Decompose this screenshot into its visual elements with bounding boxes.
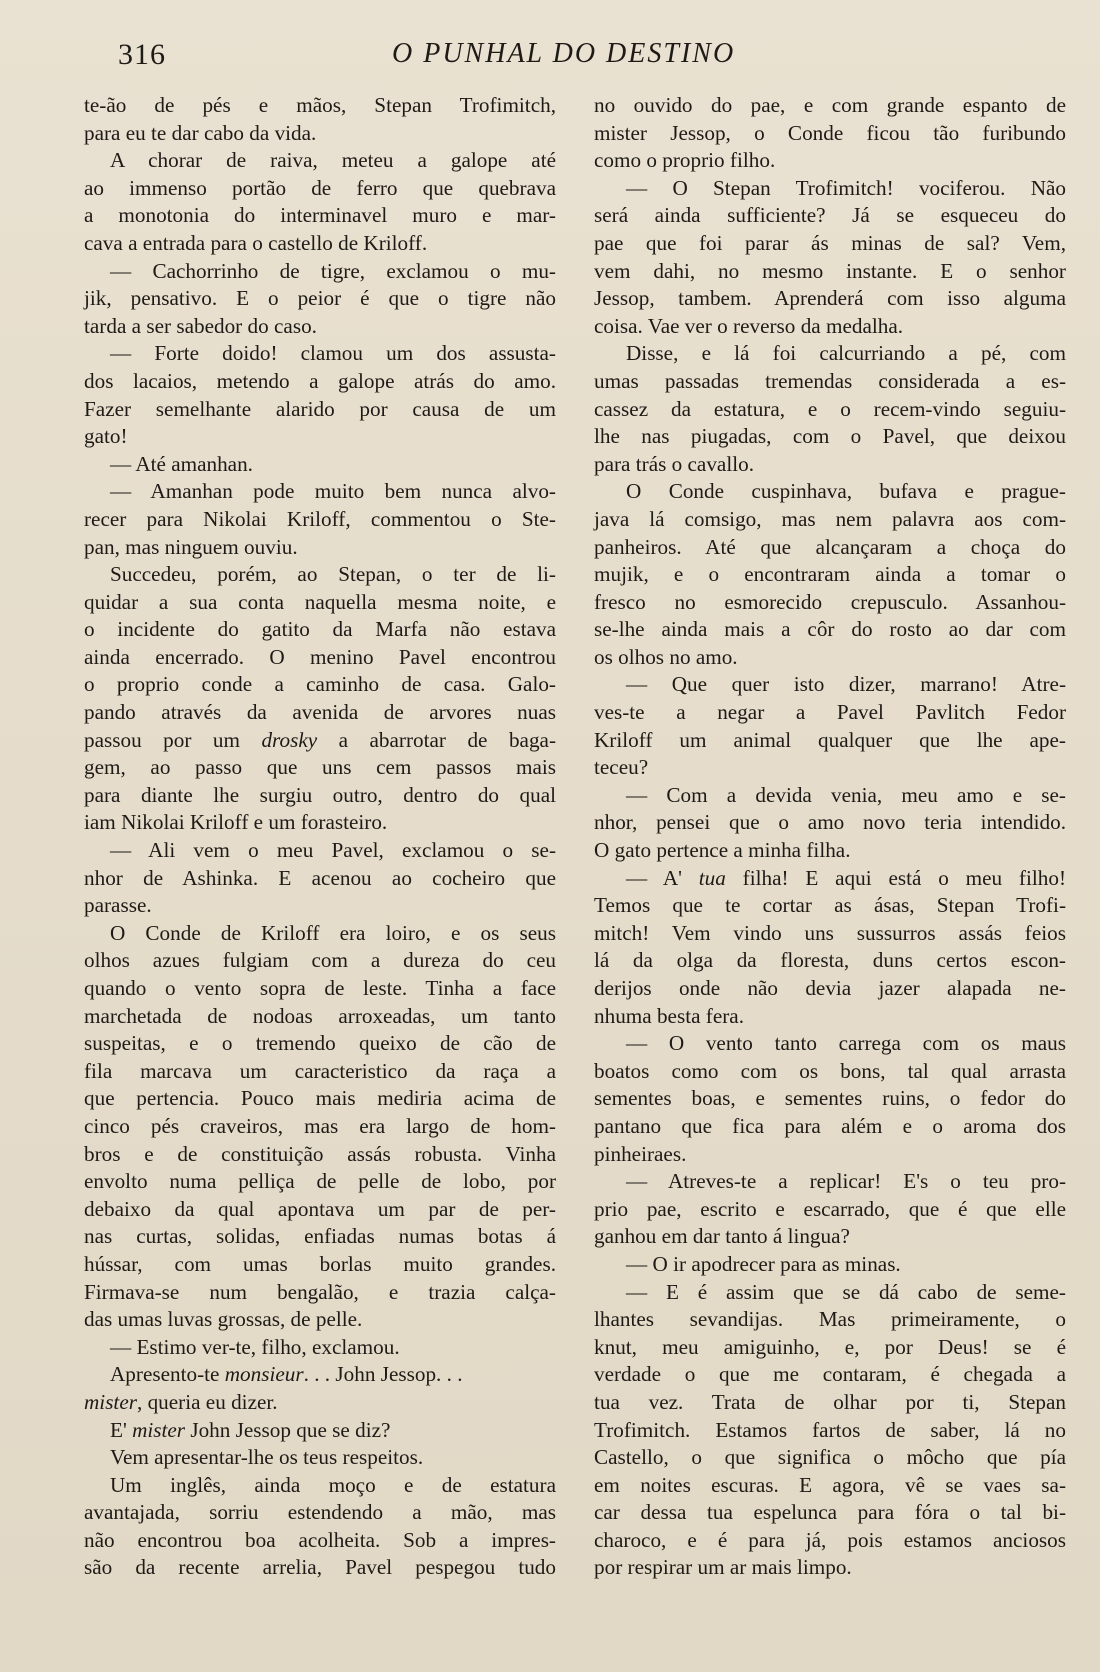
text-line: nhor, pensei que o amo novo teria intendido. [594,810,1066,835]
text-line: Kriloff um animal qualquer que lhe ape- [594,727,1066,752]
text-line: recer para Nikolai Kriloff, commentou o Ste- [84,506,556,531]
text-line: cava a entrada para o castello de Kriloff. [84,230,428,255]
text-line: jik, pensativo. E o peior é que o tigre não [84,286,556,311]
text-line: teceu? [594,755,649,780]
text-line: car dessa tua espelunca para fóra o tal bi- [594,1500,1066,1525]
text-line: quando o vento sopra de leste. Tinha a face [84,976,556,1000]
text-line: parasse. [84,893,152,918]
text-line: — Até amanhan. [110,451,253,476]
text-line: o incidente do gatito da Marfa não estava [84,617,556,642]
text-line: envolto numa pelliça de pelle de lobo, por [84,1169,556,1194]
text-line: tarda a ser sabedor do caso. [84,313,317,338]
text-line: se-lhe ainda mais a côr do rosto ao dar com [594,617,1066,642]
text-line: mujik, e o encontraram ainda a tomar o [594,562,1066,587]
running-title: O PUNHAL DO DESTINO [392,38,736,69]
text-line: knut, meu amiguinho, e, por Deus! se é [594,1334,1066,1359]
page-header [118,30,780,86]
text-line: Temos que te cortar as ásas, Stepan Trofi- [594,893,1066,918]
text-line: cassez da estatura, e o recem-vindo seguiu- [594,396,1066,421]
text-line: — Ali vem o meu Pavel, exclamou o se- [110,838,556,863]
text-line: pantano que fica para além e o aroma dos [594,1113,1066,1138]
text-line: das umas luvas grossas, de pelle. [84,1307,363,1332]
text-line: umas passadas tremendas considerada a es- [594,368,1066,393]
text-line: Trofimitch. Estamos fartos de saber, lá no [594,1417,1066,1442]
text-line: te-ão de pés e mãos, Stepan Trofimitch, [84,93,556,117]
text-line: por respirar um ar mais limpo. [594,1555,852,1580]
text-line: fila marcava um caracteristico da raça a [84,1058,556,1083]
text-line: para diante lhe surgiu outro, dentro do qual [84,782,556,807]
text-line: Firmava-se num bengalão, e trazia calça- [84,1279,556,1304]
text-line: mitch! Vem vindo uns sussurros assás feios [594,920,1066,945]
text-line: pinheiraes. [594,1141,687,1166]
text-line: — Cachorrinho de tigre, exclamou o mu- [110,258,556,283]
text-line: coisa. Vae ver o reverso da medalha. [594,313,904,338]
text-line: gato! [84,424,128,449]
text-line: — Com a devida venia, meu amo e se- [626,782,1066,807]
text-line: boatos como com os bons, tal qual arrasta [594,1058,1066,1083]
text-line: Succedeu, porém, ao Stepan, o ter de li- [110,562,556,587]
text-line: charoco, e é para já, pois estamos anciosos [594,1527,1066,1552]
text-line: a monotonia do interminavel muro e mar- [84,203,556,228]
text-line: ganhou em dar tanto á lingua? [594,1224,850,1249]
text-line: lá da olga da floresta, duns certos escon- [594,948,1066,973]
text-line: Um inglês, ainda moço e de estatura [110,1472,556,1497]
text-line: panheiros. Até que alcançaram a choça do [594,534,1066,559]
text-line: derijos onde não devia jazer alapada ne- [594,976,1066,1000]
text-line: não encontrou boa acolheita. Sob a impres- [84,1527,556,1552]
text-line: — O Stepan Trofimitch! vociferou. Não [626,175,1066,200]
text-line: tua vez. Trata de olhar por ti, Stepan [594,1389,1066,1414]
right-text-column [594,92,1066,1582]
text-line: no ouvido do pae, e com grande espanto de [594,93,1066,117]
text-line: em noites escuras. E agora, vê se vaes sa- [594,1472,1066,1497]
text-line: — Estimo ver-te, filho, exclamou. [110,1334,400,1359]
text-line: Fazer semelhante alarido por causa de um [84,396,556,421]
text-line: suspeitas, e o tremendo queixo de cão de [84,1031,556,1056]
text-line: os olhos no amo. [594,644,738,669]
text-line: vem dahi, no mesmo instante. E o senhor [594,258,1066,283]
text-line: ainda encerrado. O menino Pavel encontrou [84,644,556,669]
text-line: sementes boas, e sementes ruins, o fedor do [594,1086,1066,1111]
page-number: 316 [118,38,166,71]
text-line: nhor de Ashinka. E acenou ao cocheiro que [84,865,556,890]
text-line: hússar, com umas borlas muito grandes. [84,1251,556,1276]
text-line: bros e de constituição assás robusta. Vinha [84,1141,556,1166]
text-line: mister Jessop, o Conde ficou tão furibundo [594,120,1066,145]
text-line: mister, queria eu dizer. [84,1389,278,1414]
text-line: passou por um drosky a abarrotar de baga- [84,727,556,752]
text-line: cinco pés craveiros, mas era largo de hom- [84,1113,556,1138]
text-line: pando através da avenida de arvores nuas [84,700,556,725]
text-line: são da recente arrelia, Pavel pespegou tudo [84,1555,556,1580]
text-line: para eu te dar cabo da vida. [84,120,317,145]
text-line: o proprio conde a caminho de casa. Galo- [84,672,556,697]
text-line: iam Nikolai Kriloff e um forasteiro. [84,810,388,835]
text-line: lhantes sevandijas. Mas primeiramente, o [594,1307,1066,1332]
text-line: dos lacaios, metendo a galope atrás do amo. [84,368,556,393]
text-line: — Atreves-te a replicar! E's o teu pro- [626,1169,1066,1194]
text-line: ves-te a negar a Pavel Pavlitch Fedor [594,700,1066,725]
text-line: Vem apresentar-lhe os teus respeitos. [110,1445,424,1470]
text-line: — Amanhan pode muito bem nunca alvo- [110,479,556,504]
text-line: marchetada de nodoas arroxeadas, um tanto [84,1003,556,1028]
text-line: Jessop, tambem. Aprenderá com isso alguma [594,286,1066,311]
text-line: Disse, e lá foi calcurriando a pé, com [626,341,1066,366]
text-line: O Conde cuspinhava, bufava e prague- [626,479,1066,504]
text-line: nas curtas, solidas, enfiadas numas botas á [84,1224,556,1249]
text-line: Apresento-te monsieur. . . John Jessop. . . [110,1362,463,1387]
text-line: quidar a sua conta naquella mesma noite, e [84,589,556,614]
text-line: A chorar de raiva, meteu a galope até [110,148,556,173]
text-line: para trás o cavallo. [594,451,755,476]
text-line: E' mister John Jessop que se diz? [110,1417,391,1442]
text-line: lhe nas piugadas, com o Pavel, que deixou [594,424,1066,449]
text-line: prio pae, escrito e escarrado, que é que elle [594,1196,1066,1221]
text-line: avantajada, sorriu estendendo a mão, mas [84,1500,556,1525]
text-line: O Conde de Kriloff era loiro, e os seus [110,920,556,945]
text-line: olhos azues fulgiam com a dureza do ceu [84,948,556,973]
text-line: que pertencia. Pouco mais mediria acima de [84,1086,556,1111]
text-line: — O vento tanto carrega com os maus [626,1031,1066,1056]
text-line: — Forte doido! clamou um dos assusta- [110,341,556,366]
text-line: — E é assim que se dá cabo de seme- [626,1279,1066,1304]
text-line: debaixo da qual apontava um par de per- [84,1196,556,1221]
text-line: — O ir apodrecer para as minas. [626,1251,901,1276]
text-line: — Que quer isto dizer, marrano! Atre- [626,672,1066,697]
text-line: como o proprio filho. [594,148,776,173]
text-line: Castello, o que significa o môcho que pía [594,1445,1066,1470]
text-line: verdade o que me contaram, é chegada a [594,1362,1066,1387]
text-line: O gato pertence a minha filha. [594,838,851,863]
text-line: ao immenso portão de ferro que quebrava [84,175,556,200]
text-line: — A' tua filha! E aqui está o meu filho! [626,865,1066,890]
left-text-column [84,92,556,1582]
text-line: pae que foi parar ás minas de sal? Vem, [594,230,1066,255]
text-line: nhuma besta fera. [594,1003,745,1028]
text-line: gem, ao passo que uns cem passos mais [84,755,556,780]
text-line: será ainda sufficiente? Já se esqueceu do [594,203,1066,228]
text-line: fresco no esmorecido crepusculo. Assanhou- [594,589,1066,614]
text-line: pan, mas ninguem ouviu. [84,534,298,559]
text-line: java lá comsigo, mas nem palavra aos com- [594,506,1066,531]
